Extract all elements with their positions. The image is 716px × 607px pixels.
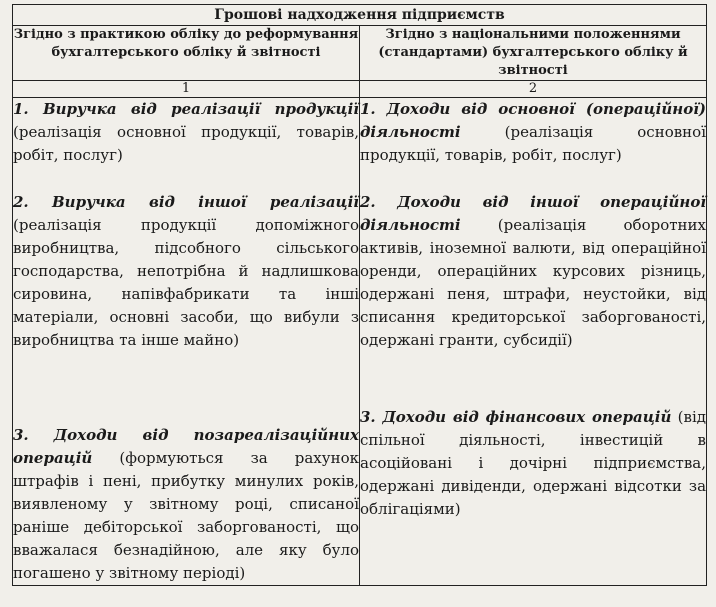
- column-header-left: Згідно з практикою обліку до реформування бухгалтерського обліку й звітності: [13, 26, 360, 81]
- left-item-1-text: (реалізація основної продукції, товарів, робіт, послуг): [13, 123, 359, 164]
- table-caption: Грошові надходження підприємств: [13, 5, 707, 26]
- column-number-row: [13, 81, 707, 98]
- cash-inflows-table: [12, 4, 707, 586]
- left-item-2: [13, 191, 359, 352]
- left-item-2-title: 2. Виручка від іншої реалізації: [13, 193, 359, 211]
- right-item-1-text: (реалізація основної продукції, товарів, робіт, послуг): [360, 123, 707, 164]
- left-item-1-title: 1. Виручка від реалізації продукції: [13, 100, 359, 118]
- caption-row: [13, 5, 707, 26]
- column-number-left: 1: [13, 81, 360, 98]
- right-item-1: [360, 98, 706, 167]
- right-column-body: [360, 98, 707, 586]
- right-item-3-title: 3. Доходи від фінансових операцій: [360, 408, 672, 426]
- left-item-1: [13, 98, 359, 167]
- right-item-3-text: (від спільної діяльності, інвестицій в асоційовані і дочірні підприємства, одержані дивіденди, одержані відсотки за облігаціями): [360, 408, 707, 518]
- right-item-2-text: (реалізація оборотних активів, іноземної валюти, від операційної оренди, операційних курсових різниць, одержані пеня, штрафи, неустойки, від списання кредиторської заборгованості, одержані гранти, субсидії): [360, 216, 707, 349]
- right-item-2-title: 2. Доходи від іншої операційної діяльності: [360, 193, 707, 234]
- left-item-2-text: (реалізація продукції допоміжного виробництва, підсобного сільського господарства, непотрібна й надлишкова сировина, напівфабрикати та інші матеріали, основні засоби, що вибули з виробництва та інше майно): [13, 216, 359, 349]
- left-item-3-text: (формуються за рахунок штрафів і пені, прибутку минулих років, виявленому у звітному році, списаної раніше дебіторської заборгованості, що вважалася безнадійною, але яку було погашено у звітному періоді): [13, 449, 359, 582]
- header-row: [13, 26, 707, 81]
- body-row: [13, 98, 707, 586]
- left-item-3-title: 3. Доходи від позареалізаційних операцій: [13, 426, 359, 467]
- right-item-1-title: 1. Доходи від основної (операційної) діяльності: [360, 100, 707, 141]
- right-item-2: [360, 191, 706, 352]
- left-item-3: [13, 424, 359, 585]
- column-header-right: Згідно з національними положеннями (стандартами) бухгалтерського обліку й звітності: [360, 26, 707, 81]
- right-item-3: [360, 406, 706, 521]
- left-column-body: [13, 98, 360, 586]
- column-number-right: 2: [360, 81, 707, 98]
